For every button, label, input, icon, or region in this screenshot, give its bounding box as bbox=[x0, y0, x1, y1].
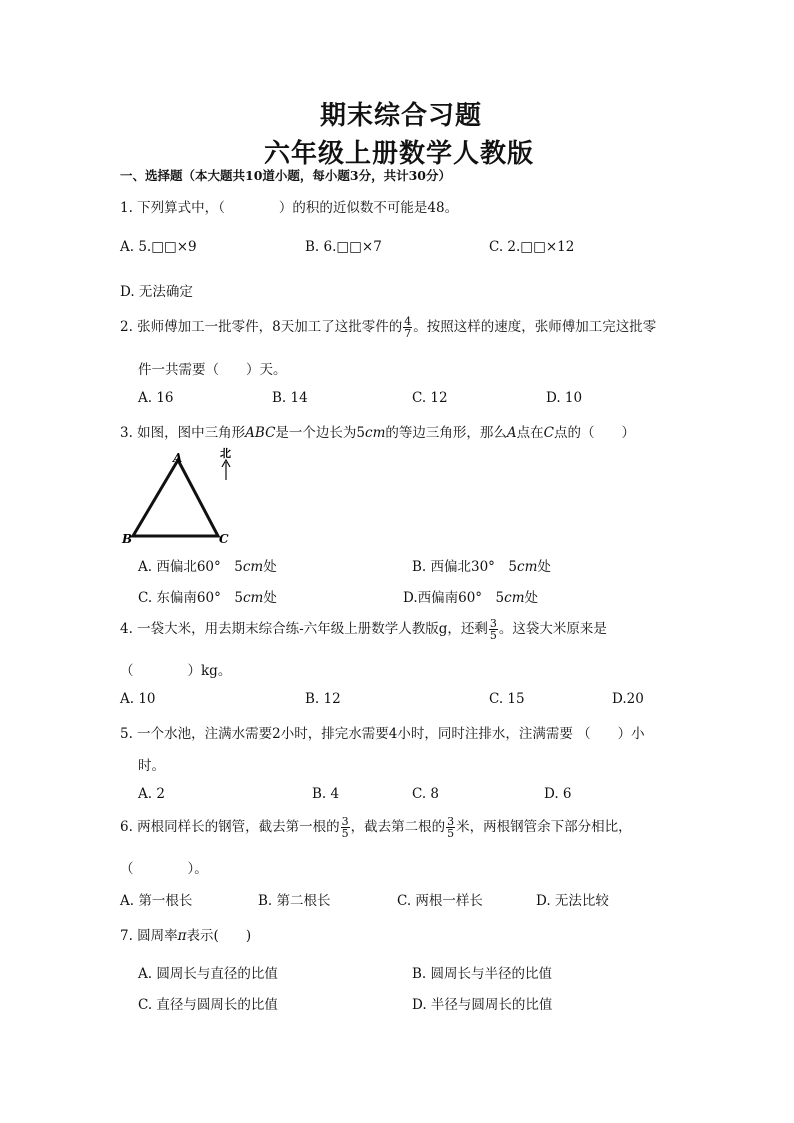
equilateral-triangle bbox=[133, 460, 218, 536]
question-1-option-d: D. 无法确定 bbox=[120, 284, 193, 300]
question-7-option-a: A. 圆周长与直径的比值 bbox=[138, 966, 278, 982]
question-3-stem bbox=[120, 421, 635, 441]
option-tail: 处 bbox=[263, 590, 277, 606]
question-2-stem bbox=[120, 315, 656, 339]
vertex-label-a: A bbox=[173, 451, 183, 465]
question-5-stem: 5. 一个水池，注满水需要2小时，排完水需要4小时，同时注排水，注满需要 （ ）小 bbox=[120, 726, 645, 742]
question-6-option-c: C. 两根一样长 bbox=[397, 893, 483, 909]
question-5-option-c: C. 8 bbox=[412, 786, 440, 802]
point-a: A bbox=[506, 425, 517, 441]
question-3-option-b-text: B. 西偏北30° 5 bbox=[412, 559, 518, 575]
option-tail: 处 bbox=[524, 590, 539, 606]
question-6-stem-mid: ，截去第二根的 bbox=[350, 819, 446, 835]
triangle-figure bbox=[118, 444, 248, 548]
question-2-option-b: B. 14 bbox=[272, 390, 308, 406]
question-1-option-c: C. 2.□□×12 bbox=[489, 239, 575, 255]
question-1-option-a: A. 5.□□×9 bbox=[120, 239, 197, 255]
question-3-stem-part4: 点在 bbox=[516, 425, 544, 441]
page-subtitle: 六年级上册数学人教版 bbox=[264, 139, 535, 169]
question-3-option-b bbox=[412, 555, 551, 575]
fraction-numerator: 3 bbox=[447, 815, 455, 828]
question-2-stem-line2: 件一共需要（ ）天。 bbox=[138, 362, 287, 378]
fraction-numerator: 4 bbox=[404, 315, 412, 328]
option-tail: 处 bbox=[263, 559, 277, 575]
question-6-option-a: A. 第一根长 bbox=[120, 893, 193, 909]
question-5-option-b: B. 4 bbox=[312, 786, 340, 802]
page-title: 期末综合习题 bbox=[320, 101, 483, 131]
question-4-option-a: A. 10 bbox=[120, 691, 156, 707]
fraction bbox=[403, 316, 412, 339]
question-3-option-d bbox=[403, 586, 538, 606]
question-7-option-b: B. 圆周长与半径的比值 bbox=[412, 966, 553, 982]
question-6-stem-pre: 6. 两根同样长的钢管，截去第一根的 bbox=[120, 819, 340, 835]
question-1-option-b: B. 6.□□×7 bbox=[305, 239, 382, 255]
point-c: C bbox=[543, 425, 554, 441]
question-7-stem-pre: 7. 圆周率 bbox=[120, 928, 178, 944]
north-label: 北 bbox=[220, 447, 231, 460]
question-2-option-c: C. 12 bbox=[412, 390, 448, 406]
question-7-stem bbox=[120, 924, 251, 944]
question-2-stem-pre: 2. 张师傅加工一批零件，8天加工了这批零件的 bbox=[120, 319, 403, 335]
question-6-stem-line2: （ ）。 bbox=[120, 861, 208, 877]
fraction-numerator: 3 bbox=[489, 617, 497, 630]
question-4-stem bbox=[120, 617, 607, 641]
question-4-option-d: D.20 bbox=[612, 691, 644, 707]
question-4-stem-line2: （ ）kg。 bbox=[120, 663, 232, 679]
question-7-stem-post: 表示( ) bbox=[186, 928, 252, 944]
option-unit: cm bbox=[504, 590, 525, 606]
question-5-option-d: D. 6 bbox=[544, 786, 572, 802]
question-3-option-c-text: C. 东偏南60° 5 bbox=[138, 590, 243, 606]
question-3-stem-part2: 是一个边长为 bbox=[275, 425, 357, 441]
question-7-option-c: C. 直径与圆周长的比值 bbox=[138, 997, 278, 1013]
question-6-option-d: D. 无法比较 bbox=[536, 893, 609, 909]
question-5-stem-line2: 时。 bbox=[138, 758, 165, 774]
option-unit: cm bbox=[242, 559, 264, 575]
question-6-option-b: B. 第二根长 bbox=[258, 893, 331, 909]
question-2-option-d: D. 10 bbox=[546, 390, 583, 406]
fraction bbox=[446, 816, 455, 839]
pi-symbol: π bbox=[177, 928, 187, 944]
vertex-label-b: B bbox=[122, 532, 133, 546]
fraction-denominator: 7 bbox=[404, 327, 412, 340]
question-1-stem: 1. 下列算式中，（ ）的积的近似数不可能是48。 bbox=[120, 200, 459, 216]
question-3-option-d-text: D.西偏南60° 5 bbox=[403, 590, 505, 606]
option-tail: 处 bbox=[537, 559, 551, 575]
question-6-stem bbox=[120, 815, 632, 839]
question-7-option-d: D. 半径与圆周长的比值 bbox=[412, 997, 553, 1013]
fraction bbox=[341, 816, 350, 839]
vertex-label-c: C bbox=[219, 532, 229, 546]
section-heading: 一、选择题（本大题共10道小题，每小题3分，共计30分） bbox=[120, 168, 451, 183]
fraction-denominator: 5 bbox=[447, 827, 455, 840]
question-4-option-b: B. 12 bbox=[305, 691, 341, 707]
fraction bbox=[489, 618, 498, 641]
question-4-option-c: C. 15 bbox=[489, 691, 525, 707]
question-2-stem-post: 。按照这样的速度，张师傅加工完这批零 bbox=[413, 319, 657, 335]
question-3-option-a bbox=[138, 555, 277, 575]
fraction-denominator: 5 bbox=[341, 827, 349, 840]
triangle-name: ABC bbox=[245, 425, 276, 441]
side-length: 5 bbox=[356, 425, 366, 441]
question-2-option-a: A. 16 bbox=[138, 390, 174, 406]
question-5-option-a: A. 2 bbox=[138, 786, 165, 802]
question-3-option-c bbox=[138, 586, 277, 606]
question-4-stem-pre: 4. 一袋大米，用去期末综合练-六年级上册数学人教版g，还剩 bbox=[120, 621, 488, 637]
fraction-denominator: 5 bbox=[489, 629, 497, 642]
question-3-option-a-text: A. 西偏北60° 5 bbox=[138, 559, 243, 575]
option-unit: cm bbox=[517, 559, 538, 575]
option-unit: cm bbox=[242, 590, 264, 606]
question-3-stem-part5: 点的（ ） bbox=[553, 425, 635, 441]
question-6-stem-post: 米，两根钢管余下部分相比， bbox=[456, 819, 632, 835]
question-3-stem-part3: 的等边三角形，那么 bbox=[385, 425, 507, 441]
question-3-stem-part1: 3. 如图，图中三角形 bbox=[120, 425, 246, 441]
fraction-numerator: 3 bbox=[341, 815, 349, 828]
question-4-stem-post: 。这袋大米原来是 bbox=[498, 621, 607, 637]
unit-cm: cm bbox=[365, 425, 386, 441]
